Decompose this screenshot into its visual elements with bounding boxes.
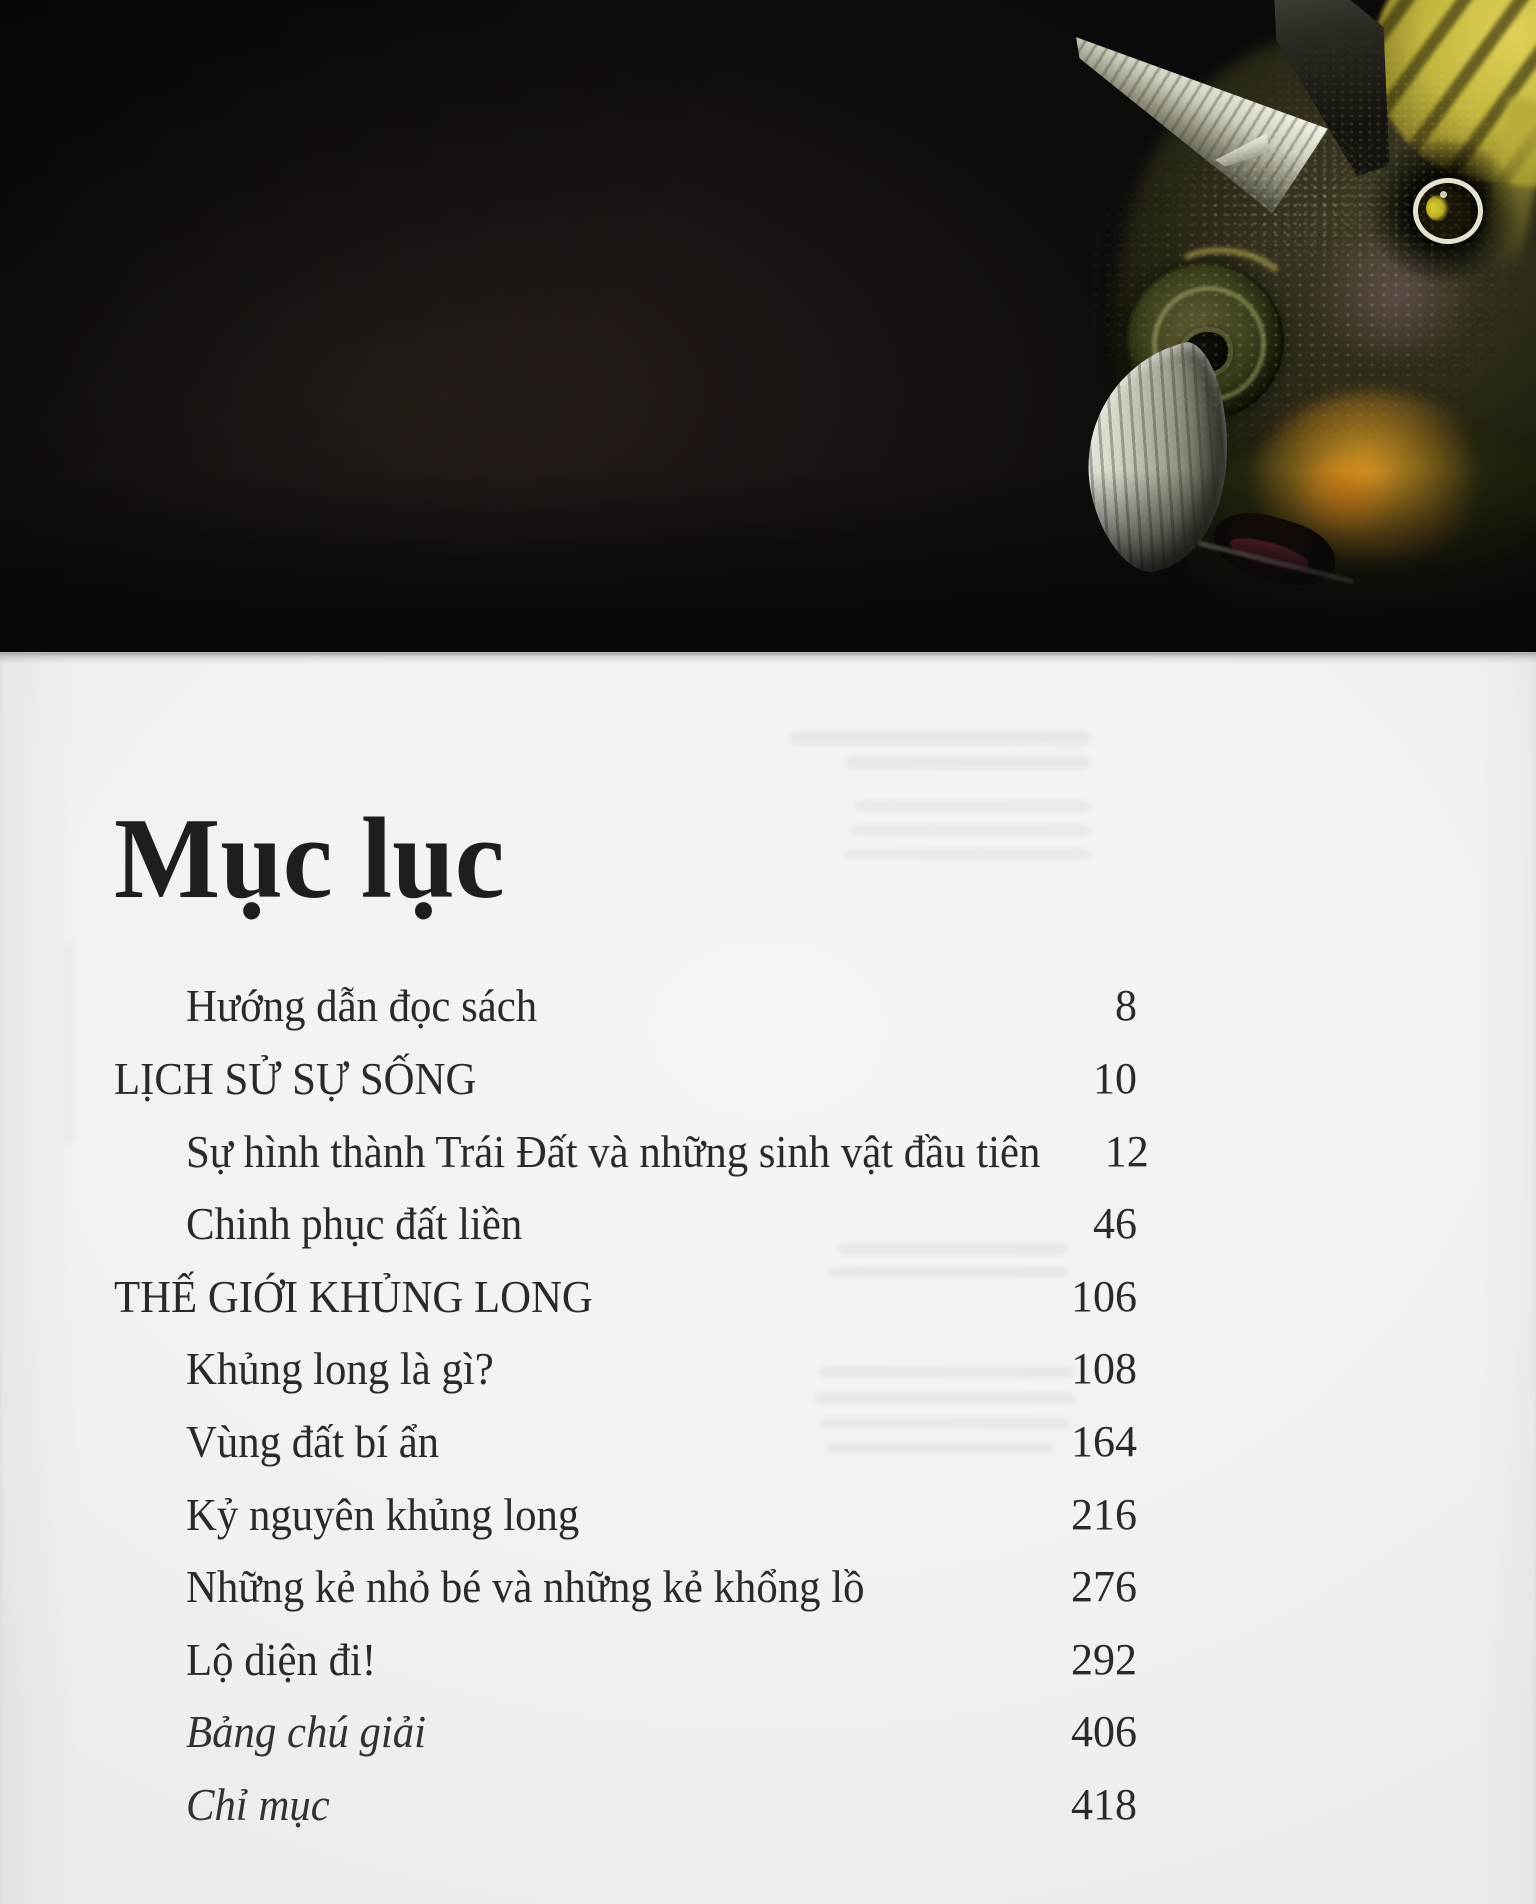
page-bleed-through <box>838 1243 1068 1255</box>
page-bleed-through <box>790 731 1090 745</box>
dino-skin-speckles <box>1180 120 1390 270</box>
toc-entry-page-number: 406 <box>1071 1707 1137 1757</box>
toc-row <box>0 1768 1536 1841</box>
toc-row <box>0 1042 1536 1115</box>
toc-list <box>0 897 1536 1841</box>
page-bleed-through <box>845 849 1090 859</box>
toc-entry-label: Hướng dẫn đọc sách <box>186 980 538 1032</box>
toc-entry-page-number: 292 <box>1071 1634 1137 1684</box>
toc-entry-label: Chinh phục đất liền <box>186 1198 523 1250</box>
toc-entry-label: Bảng chú giải <box>186 1706 427 1758</box>
toc-entry-page-number: 10 <box>1093 1053 1137 1103</box>
toc-entry-label: Sự hình thành Trái Đất và những sinh vật đầu tiên <box>186 1125 1041 1177</box>
page-bleed-through <box>828 1267 1068 1277</box>
toc-entry-label: Kỷ nguyên khủng long <box>186 1488 580 1540</box>
toc-entry-label: Lộ diện đi! <box>186 1633 377 1685</box>
page-bleed-through <box>820 1418 1070 1428</box>
toc-row <box>0 1550 1536 1623</box>
page-bleed-through <box>825 1443 1055 1453</box>
photo-bottom-fade <box>0 470 1536 652</box>
page-gutter-shade <box>64 943 74 1143</box>
toc-row <box>0 1405 1536 1478</box>
page-bleed-through <box>855 801 1090 811</box>
toc-page <box>0 652 1536 1904</box>
toc-entry-page-number: 216 <box>1071 1489 1137 1539</box>
toc-row <box>0 1115 1536 1188</box>
page-bleed-through <box>815 1393 1075 1403</box>
toc-entry-page-number: 12 <box>1104 1126 1149 1176</box>
toc-row <box>0 1696 1536 1769</box>
toc-entry-page-number: 8 <box>1115 981 1137 1031</box>
page-bleed-through <box>850 825 1090 835</box>
toc-entry-label: Những kẻ nhỏ bé và những kẻ khổng lồ <box>186 1561 865 1613</box>
toc-row <box>0 897 1536 970</box>
dinosaur-photo <box>0 0 1536 652</box>
toc-entry-page-number: 418 <box>1071 1779 1137 1829</box>
toc-entry-label: Vùng đất bí ẩn <box>186 1415 440 1467</box>
page-title: Mục lục <box>114 794 505 923</box>
toc-row <box>0 970 1536 1043</box>
toc-entry-page-number: 164 <box>1071 1416 1137 1466</box>
toc-row <box>0 1187 1536 1260</box>
toc-entry-page-number: 276 <box>1071 1562 1137 1612</box>
toc-entry-label: THẾ GIỚI KHỦNG LONG <box>114 1270 593 1322</box>
toc-entry-label: Chỉ mục <box>186 1778 330 1830</box>
toc-entry-label: LỊCH SỬ SỰ SỐNG <box>114 1052 477 1104</box>
page-bleed-through <box>845 757 1090 769</box>
toc-row <box>0 1478 1536 1551</box>
page-bleed-through <box>820 1367 1075 1377</box>
toc-entry-page-number: 106 <box>1071 1271 1137 1321</box>
toc-entry-page-number: 46 <box>1093 1199 1137 1249</box>
toc-row <box>0 1623 1536 1696</box>
toc-row <box>0 1333 1536 1406</box>
toc-entry-label: Khủng long là gì? <box>186 1343 494 1395</box>
toc-entry-page-number: 108 <box>1071 1344 1137 1394</box>
toc-row <box>0 1260 1536 1333</box>
